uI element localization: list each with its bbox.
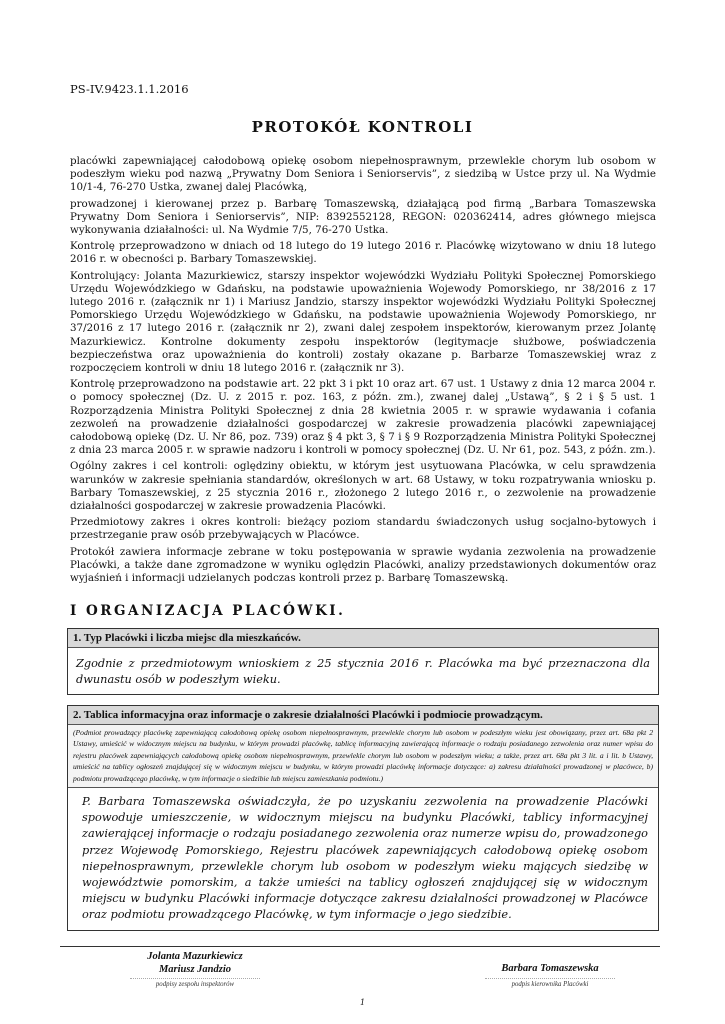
- paragraph-subject-scope: Przedmiotowy zakres i okres kontroli: bieżący poziom standardu świadczonych usług socjalno-bytowych i przestrzeganie praw osób przebywających w Placówce.: [70, 516, 656, 542]
- box-information-board-body: P. Barbara Tomaszewska oświadczyła, że po uzyskaniu zezwolenia na prowadzenie Placówki spowoduje umieszczenie, w widocznym miejscu na budynku Placówki, tablicy informacyjnej zawierającej informacje o rodzaju posiadanego zezwolenia oraz numerze wpisu do, prowadzonego przez Wojewodę Pomorskiego, Rejestru placówek zapewniających całodobową opiekę osobom niepełnosprawnym, przewlekle chorym lub osobom w podeszłym wieku mających siedzibę w województwie pomorskim, a także umieści na tablicy ogłoszeń znajdującej się w widocznym miejscu w budynku Placówki informacje dotyczące zakresu działalności prowadzonej w Placówce oraz podmiotu prowadzącego Placówkę, w tym informacje o jego siedzibie.: [82, 795, 648, 922]
- caption-inspectors: podpisy zespołu inspektorów: [155, 981, 235, 988]
- signature-line-left: [130, 978, 260, 979]
- signature-line-right: [485, 978, 615, 979]
- box-facility-type-body: Zgodnie z przedmiotowym wnioskiem z 25 stycznia 2016 r. Placówka ma być przeznaczona dla dwunastu osób w podeszłym wieku.: [76, 657, 650, 686]
- box-facility-type: [67, 628, 659, 695]
- section-heading: I ORGANIZACJA PLACÓWKI.: [70, 603, 346, 619]
- paragraph-scope-purpose: Ogólny zakres i cel kontroli: oględziny obiektu, w którym jest usytuowana Placówka, w celu sprawdzenia warunków w zakresie spełniania standardów, określonych w art. 68 Ustawy, w toku rozpatrywania wniosku p. Barbary Tomaszewskiej, z 25 stycznia 2016 r., złożonego 2 lutego 2016 r., o zezwolenie na prowadzenie działalności gospodarczej w zakresie prowadzenia Placówki.: [70, 460, 656, 513]
- signature-facility-manager: Barbara Tomaszewska: [501, 963, 599, 974]
- box-facility-type-heading: 1. Typ Placówki i liczba miejsc dla mieszkańców.: [68, 629, 658, 648]
- box-information-board: [67, 705, 659, 931]
- paragraph-legal-basis: Kontrolę przeprowadzono na podstawie art. 22 pkt 3 i pkt 10 oraz art. 67 ust. 1 Ustawy z dnia 12 marca 2004 r. o pomocy społecznej (Dz. U. z 2015 r. poz. 163, z późn. zm.), zwanej dalej „Ustawą”, § 2 i § 5 ust. 1 Rozporządzenia Ministra Polityki Społecznej z dnia 28 kwietnia 2005 r. w sprawie wydawania i cofania zezwoleń na prowadzenie działalności gospodarczej w zakresie prowadzenia placówki zapewniającej całodobową opiekę (Dz. U. Nr 86, poz. 739) oraz § 4 pkt 3, § 7 i § 9 Rozporządzenia Ministra Polityki Społecznej z dnia 23 marca 2005 r. w sprawie nadzoru i kontroli w pomocy społecznej (Dz. U. Nr 61, poz. 543, z późn. zm.).: [70, 378, 656, 457]
- document-reference-number: PS-IV.9423.1.1.2016: [70, 82, 189, 96]
- footer-divider: [60, 946, 660, 947]
- paragraph-operator: prowadzonej i kierowanej przez p. Barbarę Tomaszewską, działającą pod firmą „Barbara Tomaszewska Prywatny Dom Seniora i Seniorservis”, NIP: 8392552128, REGON: 020362414, adres głównego miejsca wykonywania działalności: ul. Na Wydmie 7/5, 76-270 Ustka.: [70, 197, 656, 237]
- caption-manager: podpis kierownika Placówki: [511, 981, 589, 988]
- paragraph-inspectors: Kontrolujący: Jolanta Mazurkiewicz, starszy inspektor wojewódzki Wydziału Polityki Społecznej Pomorskiego Urzędu Wojewódzkiego w Gdańsku, na podstawie upoważnienia Wojewody Pomorskiego, nr 38/2016 z 17 lutego 2016 r. (załącznik nr 1) i Mariusz Jandzio, starszy inspektor wojewódzki Wydziału Polityki Społecznej Pomorskiego Urzędu Wojewódzkiego w Gdańsku, na podstawie upoważnienia Wojewody Pomorskiego, nr 37/2016 z 17 lutego 2016 r. (załącznik nr 2), zwani dalej zespołem inspektorów, kierowanym przez Jolantę Mazurkiewicz. Kontrolne dokumenty zespołu inspektorów (legitymacje służbowe, poświadczenia bezpieczeństwa oraz upoważnienia do kontroli) zostały okazane p. Barbarze Tomaszewskiej wraz z rozpoczęciem kontroli w dniu 18 lutego 2016 r. (załącznik nr 3).: [70, 269, 656, 375]
- signature-inspectors: [105, 950, 285, 976]
- signer-name-1: Jolanta Mazurkiewicz: [147, 951, 243, 962]
- document-title: PROTOKÓŁ KONTROLI: [251, 118, 474, 136]
- box-information-board-heading: 2. Tablica informacyjna oraz informacje o zakresie działalności Placówki i podmiocie prowadzącym.: [68, 706, 658, 725]
- paragraph-inspection-dates: Kontrolę przeprowadzono w dniach od 18 lutego do 19 lutego 2016 r. Placówkę wizytowano w dniu 18 lutego 2016 r. w obecności p. Barbary Tomaszewskiej.: [70, 240, 656, 266]
- signer-name-2: Mariusz Jandzio: [158, 964, 232, 975]
- intro-body: [70, 155, 656, 588]
- page-number: 1: [359, 998, 366, 1007]
- paragraph-protocol-content: Protokół zawiera informacje zebrane w toku postępowania w sprawie wydania zezwolenia na prowadzenie Placówki, a także dane zgromadzone w wyniku oględzin Placówki, analizy przedstawionych dokumentów oraz wyjaśnień i informacji udzielanych podczas kontroli przez p. Barbarę Tomaszewską.: [70, 545, 656, 585]
- paragraph-facility: placówki zapewniającej całodobową opiekę osobom niepełnosprawnym, przewlekle chorym lub osobom w podeszłym wieku pod nazwą „Prywatny Dom Seniora i Seniorservis”, z siedzibą w Ustce przy ul. Na Wydmie 10/1-4, 76-270 Ustka, zwanej dalej Placówką,: [70, 155, 656, 194]
- box-information-board-legal-note: (Podmiot prowadzący placówkę zapewniającą całodobową opiekę osobom niepełnosprawnym, przewlekle chorym lub osobom w podeszłym wieku jest obowiązany, przez art. 68a pkt 2 Ustawy, umieścić w widocznym miejscu na budynku, w którym prowadzi placówkę, tablicę informacyjną zawierającą informacje o rodzaju posiadanego zezwolenia oraz numer wpisu do rejestru placówek zapewniających całodobową opiekę osobom niepełnosprawnym, przewlekle chorym lub osobom w podeszłym wieku; a także, przez art. 68a pkt 3 lit. a i lit. b Ustawy, umieścić na tablicy ogłoszeń znajdującej się w widocznym miejscu w budynku, w którym prowadzi placówkę informacje dotyczące: a) zakresu działalności prowadzonej w placówce, b) podmiotu prowadzącego placówkę, w tym informacje o siedzibie lub miejscu zamieszkania podmiotu.): [68, 725, 658, 788]
